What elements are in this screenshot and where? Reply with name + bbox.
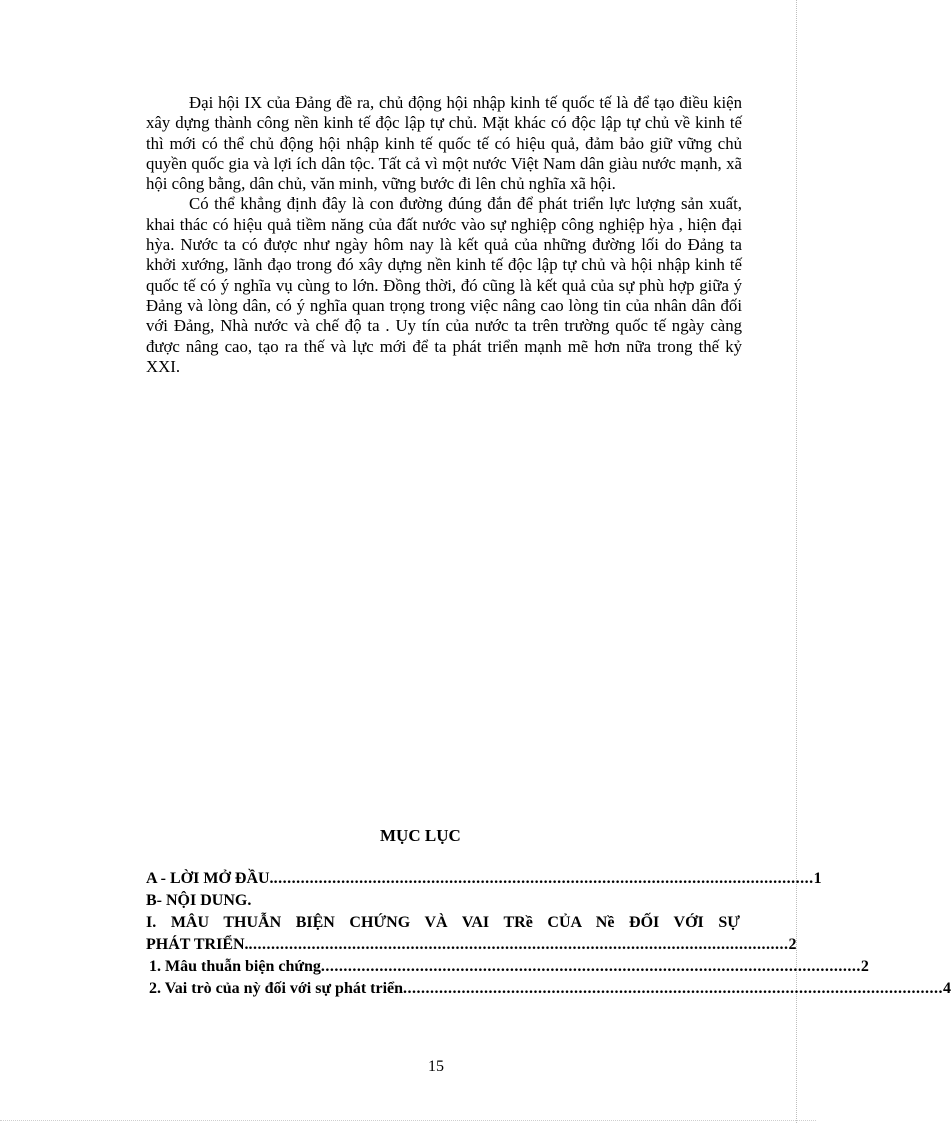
paragraph: Đại hội IX của Đảng đề ra, chủ động hội nhập kinh tế quốc tế là để tạo điều kiện xây dựng thành công nền kinh tế độc lập tự chủ. Mặt khác có độc lập tự chủ về kinh tế thì mới có thể chủ động hội nhập kinh tế quốc tế có hiệu quả, đảm bảo giữ vững chủ quyền quốc gia và lợi ích dân tộc. Tất cả vì một nước Việt Nam dân giàu nước mạnh, xã hội công bằng, dân chủ, văn minh, vững bước đi lên chủ nghĩa xã hội.: [146, 93, 742, 194]
page-number: 15: [428, 1058, 444, 1075]
toc-entry-label: 1. Mâu thuẫn biện chứng: [149, 958, 321, 975]
toc-entry-label: PHÁT TRIỂN.: [146, 936, 249, 953]
toc-page-number: 4: [943, 980, 951, 997]
toc-page-number: 2: [788, 936, 797, 953]
table-of-contents: [146, 868, 951, 1000]
toc-entry-label: B- NỘI DUNG.: [146, 892, 252, 909]
toc-entry[interactable]: [146, 956, 869, 978]
toc-leader-dots: ........................................................................................................................: [273, 870, 814, 887]
paragraph: Có thể khẳng định đây là con đường đúng đắn để phát triển lực lượng sản xuất, khai thác có hiệu quả tiềm năng của đất nước vào sự nghiệp công nghiệp hỳa , hiện đại hỳa. Nước ta có được như ngày hôm nay là kết quả của những đường lối do Đảng ta khởi xướng, lãnh đạo trong đó xây dựng nền kinh tế độc lập tự chủ và hội nhập kinh tế quốc tế có ý nghĩa vụ cùng to lớn. Đồng thời, đó cũng là kết quả của sự phù hợp giữa ý Đảng và lòng dân, có ý nghĩa quan trọng trong việc nâng cao lòng tin của nhân dân đối với Đảng, Nhà nước và chế độ ta . Uy tín của nước ta trên trường quốc tế ngày càng được nâng cao, tạo ra thế và lực mới để ta phát triển mạnh mẽ hơn nữa trong thế kỷ XXI.: [146, 194, 742, 376]
toc-entry[interactable]: [146, 934, 797, 956]
toc-entry[interactable]: [146, 978, 951, 1000]
page-bottom-border: [0, 1120, 816, 1121]
toc-leader-dots: ........................................................................................................................: [320, 958, 861, 975]
toc-leader-dots: ........................................................................................................................: [248, 936, 789, 953]
toc-page-number: 2: [860, 958, 869, 975]
toc-entry-label: I. MÂU THUẪN BIỆN CHỨNG VÀ VAI TRề CỦA Nề ĐỐI VỚI SỰ: [146, 914, 740, 931]
toc-leader-dots: ........................................................................................................................: [403, 980, 944, 997]
toc-entry[interactable]: [146, 868, 822, 890]
toc-entry-label: 2. Vai trò của nỳ đối với sự phát triển: [149, 980, 404, 997]
toc-title: MỤC LỤC: [380, 826, 461, 845]
toc-entry-label: A - LỜI MỞ ĐẦU.: [146, 870, 274, 887]
toc-entry[interactable]: [146, 912, 740, 934]
body-text: [146, 93, 742, 377]
toc-entry[interactable]: [146, 890, 740, 912]
toc-page-number: 1: [813, 870, 822, 887]
